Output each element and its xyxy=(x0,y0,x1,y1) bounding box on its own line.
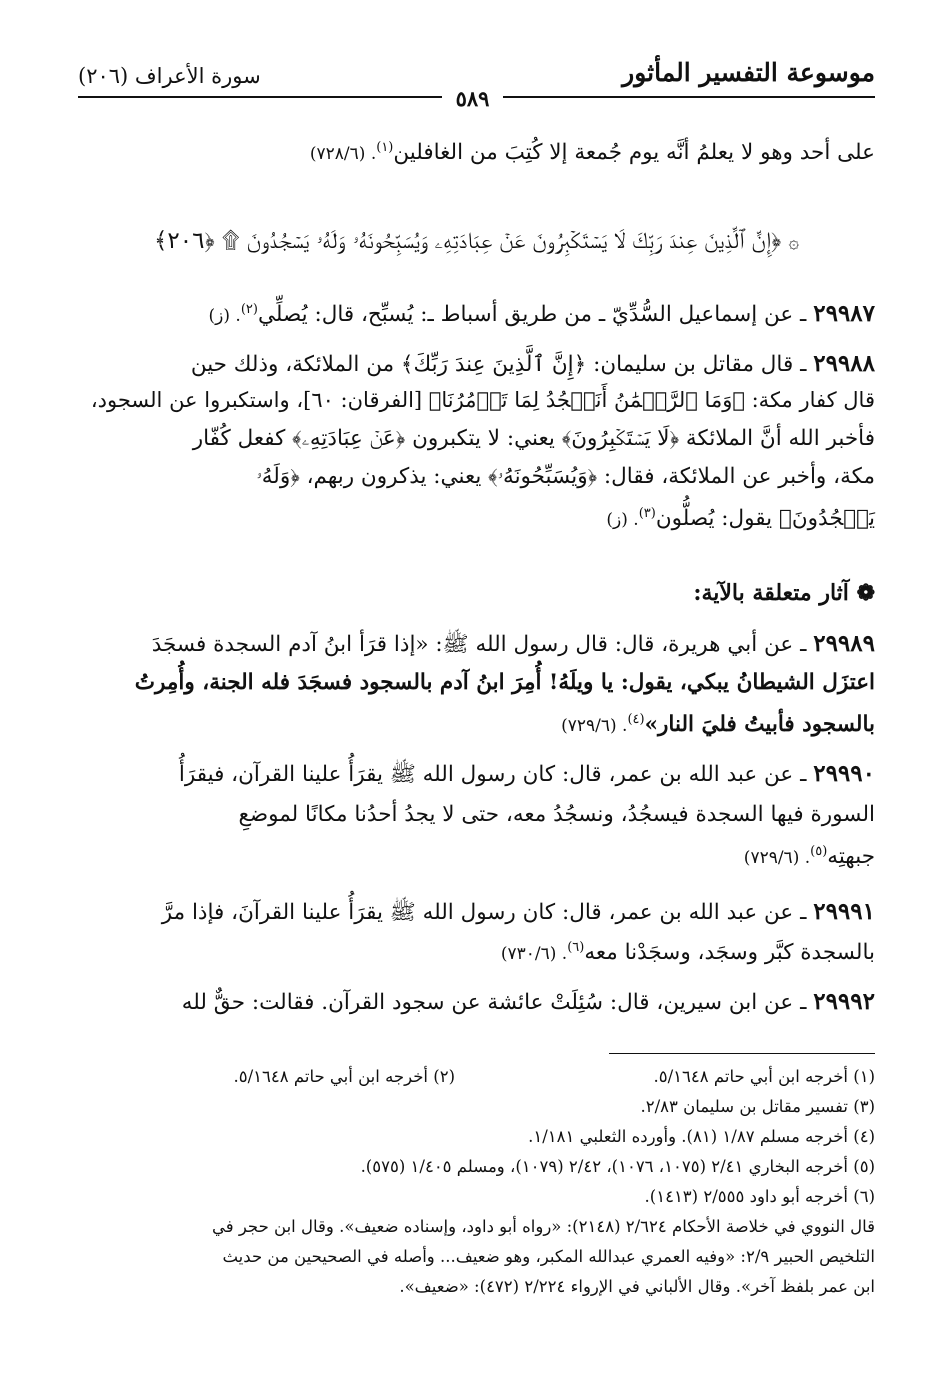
footnote-note-line-1: قال النووي في خلاصة الأحكام ٢/٦٢٤ (٢١٤٨): «رواه أبو داود، وإسناده ضعيف». وقال ابن حجر في xyxy=(211,1217,875,1236)
entry-text: ـ عن ابن سيرين، قال: سُئِلَتْ عائشة عن سجود القرآن. فقالت: حقٌّ لله xyxy=(181,990,807,1015)
entry-text: قال كفار مكة: ﴿وَمَا ٱلرَّحۡمَٰنُ أَنَسۡجُدُ لِمَا تَأۡمُرُنَا﴾ [الفرقان: ٦٠]، واستكبروا عن السجود، xyxy=(90,388,875,412)
hadith-29990-line-1 xyxy=(78,760,875,792)
verse-ornament-icon: ۞ xyxy=(788,232,800,253)
page-number: ٥٨٩ xyxy=(442,86,504,111)
intro-line xyxy=(78,140,875,165)
footnote-marker: (٦) xyxy=(567,940,585,955)
footnote-marker: (٥) xyxy=(810,844,828,859)
entry-text: اعتزَل الشيطانُ يبكي، يقول: يا ويلَهُ! أُمِرَ ابنُ آدم بالسجود فسجَدَ فله الجنة، وأُمِرتُ xyxy=(134,670,875,695)
entry-number: ٢٩٩٨٩ xyxy=(813,630,875,657)
entry-number: ٢٩٩٩٢ xyxy=(813,988,875,1015)
footnote-5: (٥) أخرجه البخاري ٢/٤١ (١٠٧٥، ١٠٧٦)، ٢/٤٢ (١٠٧٩)، ومسلم ١/٤٠٥ (٥٧٥). xyxy=(360,1157,875,1176)
quran-verse xyxy=(78,228,875,254)
footnote-row-1 xyxy=(78,1062,875,1092)
entry-text: ـ عن عبد الله بن عمر، قال: كان رسول الله ﷺ يقرَأُ علينا القرآنَ، فإذا مرَّ xyxy=(161,900,807,925)
page-number-wrap xyxy=(0,86,945,111)
entry-text: بالسجدة كبَّر وسجَد، وسجَدْنا معه xyxy=(584,940,875,966)
section-heading-text: آثار متعلقة بالآية: xyxy=(693,580,849,606)
entry-text: مكة، وأخبر عن الملائكة، فقال: ﴿وَيُسَبِّحُونَهُۥ﴾ يعني: يذكرون ربهم، ﴿وَلَهُۥ xyxy=(256,464,875,489)
entry-ref: . (ز) xyxy=(606,510,639,531)
section-heading xyxy=(693,580,875,606)
footnote-marker: (١) xyxy=(376,140,394,155)
verse-text: ﴿إِنَّ ٱلَّذِينَ عِندَ رَبِّكَ لَا يَسۡتَكۡبِرُونَ عَنۡ عِبَادَتِهِۦ وَيُسَبِّحُونَهُۥ وَلَهُۥ يَسۡجُدُونَ ۩ ﴿٢٠٦﴾ xyxy=(153,228,782,254)
footnote-marker: (٤) xyxy=(627,712,645,727)
entry-29988-line-3 xyxy=(78,426,875,451)
footnote-note-line-2: التلخيص الحبير ٢/٩: «وفيه العمري عبدالله المكبر، وهو ضعيف... وأصله في الصحيحين من حديث xyxy=(222,1247,875,1266)
hadith-29992-line-1 xyxy=(78,988,875,1015)
entry-text: بالسجود فأبيتُ فليَ النار» xyxy=(644,712,875,738)
surah-title: سورة الأعراف (٢٠٦) xyxy=(78,64,261,88)
entry-29988-line-2 xyxy=(78,388,875,412)
entry-29988-line-1 xyxy=(78,350,875,377)
footnote-4: (٤) أخرجه مسلم ١/٨٧ (٨١). وأورده الثعلبي ١/١٨١. xyxy=(528,1127,875,1146)
entry-text: يَسۡجُدُونَ﴾ يقول: يُصلُّون xyxy=(655,506,875,532)
entry-number: ٢٩٩٨٧ xyxy=(813,300,875,327)
entry-29987 xyxy=(78,300,875,327)
entry-ref: . (٧٣٠/٦) xyxy=(500,944,568,965)
footnote-marker: (٢) xyxy=(240,301,258,317)
entry-text: ـ عن إسماعيل السُّدِّيّ ـ من طريق أسباط ـ: يُسبِّح، قال: يُصلِّي xyxy=(257,302,807,327)
entry-text: جبهتِه xyxy=(827,844,875,870)
hadith-29989-line-3 xyxy=(78,712,875,737)
entry-text: السورة فيها السجدة فيسجُدُ، ونسجُدُ معه، حتى لا يجدُ أحدُنا مكانًا لموضعِ xyxy=(238,802,875,827)
footnote-note-line-3: ابن عمر بلفظ آخر». وقال الألباني في الإرواء ٢/٢٢٤ (٤٧٢): «ضعيف». xyxy=(399,1277,875,1296)
entry-text: ـ عن عبد الله بن عمر، قال: كان رسول الله ﷺ يقرَأُ علينا القرآن، فيقرَأُ xyxy=(178,762,807,787)
intro-ref: . (٧٢٨/٦) xyxy=(309,144,377,165)
intro-text: على أحد وهو لا يعلمُ أنَّه يوم جُمعة إلا كُتِبَ من الغافلين xyxy=(393,140,875,166)
footnote-1: (١) أخرجه ابن أبي حاتم ٥/١٦٤٨. xyxy=(653,1067,875,1086)
footnote-6: (٦) أخرجه أبو داود ٢/٥٥٥ (١٤١٣). xyxy=(644,1187,875,1206)
flower-icon: ❁ xyxy=(856,580,875,606)
hadith-29989-line-1 xyxy=(78,630,875,662)
hadith-29991-line-1 xyxy=(78,898,875,930)
entry-number: ٢٩٩٨٨ xyxy=(813,350,875,377)
entry-number: ٢٩٩٩٠ xyxy=(813,760,875,787)
hadith-29991-line-2 xyxy=(78,940,875,965)
entry-text: ـ قال مقاتل بن سليمان: ﴿إِنَّ ٱلَّذِينَ عِندَ رَبِّكَ﴾ من الملائكة، وذلك حين xyxy=(190,352,807,377)
footnote-2: (٢) أخرجه ابن أبي حاتم ٥/١٦٤٨. xyxy=(233,1067,455,1086)
entry-text: فأخبر الله أنَّ الملائكة ﴿لَا يَسۡتَكۡبِرُونَ﴾ يعني: لا يتكبرون ﴿عَنۡ عِبَادَتِهِۦ﴾ كفعل كُفّار xyxy=(192,426,875,451)
entry-ref: . (٧٢٩/٦) xyxy=(743,848,811,869)
hadith-29989-line-2 xyxy=(78,670,875,695)
hadith-29990-line-2 xyxy=(78,802,875,827)
footnote-rule xyxy=(609,1053,875,1054)
entry-29988-line-4 xyxy=(78,464,875,489)
footnote-marker: (٣) xyxy=(638,506,656,521)
footnotes xyxy=(78,1062,875,1302)
entry-number: ٢٩٩٩١ xyxy=(813,898,875,925)
entry-ref: . (ز) xyxy=(208,306,241,326)
entry-ref: . (٧٢٩/٦) xyxy=(561,716,628,737)
hadith-29990-line-3 xyxy=(78,844,875,869)
footnote-3: (٣) تفسير مقاتل بن سليمان ٢/٨٣. xyxy=(640,1097,875,1116)
book-title: موسوعة التفسير المأثور xyxy=(622,58,875,87)
entry-29988-line-5 xyxy=(78,506,875,531)
entry-text: ـ عن أبي هريرة، قال: قال رسول الله ﷺ: «إذا قرَأ ابنُ آدم السجدة فسجَدَ xyxy=(151,632,807,657)
